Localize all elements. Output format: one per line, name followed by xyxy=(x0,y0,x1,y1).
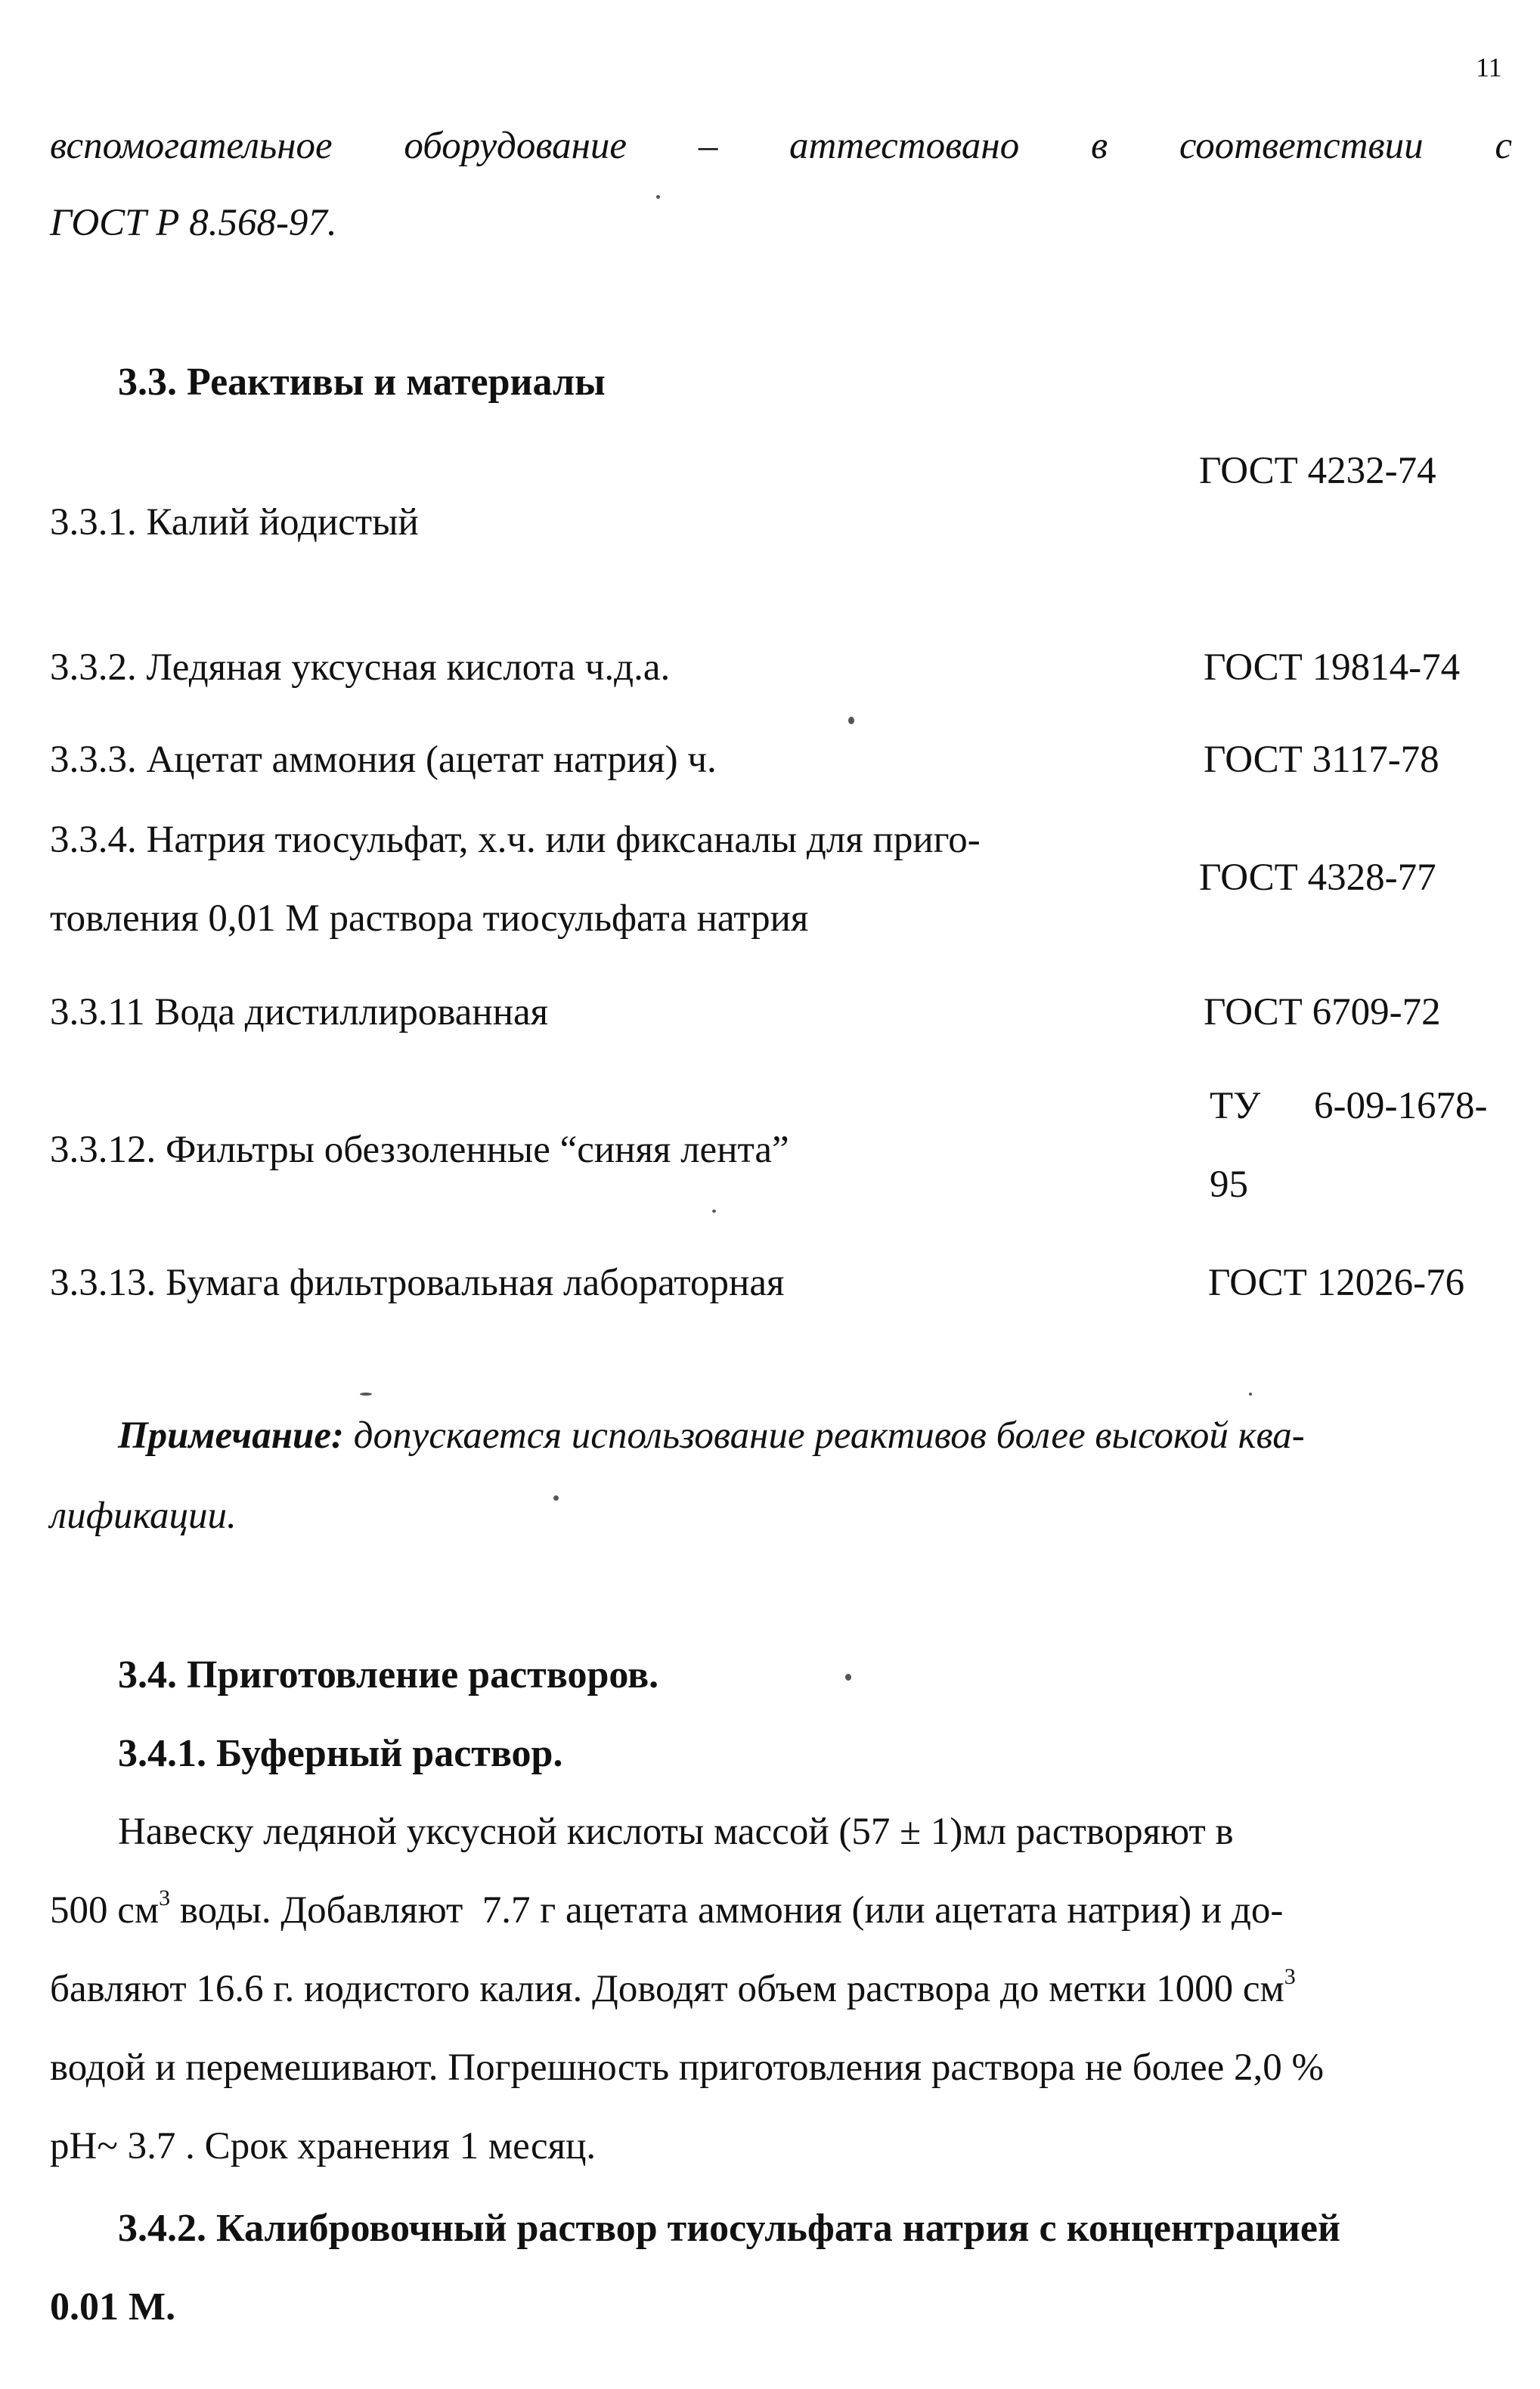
item-3-3-12-standard-prefix: ТУ xyxy=(1210,1085,1261,1127)
item-3-3-4-name-line2: товления 0,01 М раствора тиосульфата натрия xyxy=(50,897,809,940)
item-3-3-3-standard: ГОСТ 3117-78 xyxy=(1204,739,1439,781)
note-line-2: лификации. xyxy=(50,1495,237,1537)
section-3-4-heading: 3.4. Приготовление растворов. xyxy=(118,1653,659,1696)
paragraph-text: бавляют 16.6 г. иодистого калия. Доводят объем раствора до метки 1000 см xyxy=(50,1968,1284,2010)
section-3-4-2-heading-line2: 0.01 М. xyxy=(50,2285,176,2329)
section-3-4-1-heading: 3.4.1. Буферный раствор. xyxy=(118,1732,563,1775)
item-3-3-3-name: 3.3.3. Ацетат аммония (ацетат натрия) ч. xyxy=(50,739,717,781)
scan-speck xyxy=(656,195,660,199)
note-line-1 xyxy=(118,1414,1305,1457)
item-3-3-2-name: 3.3.2. Ледяная уксусная кислота ч.д.а. xyxy=(50,646,671,689)
intro-word: – xyxy=(698,125,718,167)
item-3-3-12-standard-line2: 95 xyxy=(1210,1164,1248,1206)
intro-word: соответствии xyxy=(1179,125,1424,167)
scan-speck xyxy=(360,1393,372,1396)
note-label: Примечание: xyxy=(118,1414,345,1457)
paragraph-line-3 xyxy=(50,1964,1296,2010)
superscript: 3 xyxy=(1284,1964,1296,1989)
section-3-3-heading: 3.3. Реактивы и материалы xyxy=(118,361,606,404)
item-3-3-13-standard: ГОСТ 12026-76 xyxy=(1208,1262,1465,1304)
scan-speck xyxy=(848,717,854,724)
item-3-3-4-standard: ГОСТ 4328-77 xyxy=(1199,857,1436,899)
intro-word: аттестовано xyxy=(789,125,1020,167)
paragraph-text: воды. Добавляют 7.7 г ацетата аммония (или ацетата натрия) и до- xyxy=(170,1889,1284,1932)
paragraph-text: 500 см xyxy=(50,1889,160,1932)
item-3-3-1-name: 3.3.1. Калий йодистый xyxy=(50,501,419,544)
intro-word: вспомогательное xyxy=(50,125,333,167)
item-3-3-11-standard: ГОСТ 6709-72 xyxy=(1204,991,1441,1033)
item-3-3-2-standard: ГОСТ 19814-74 xyxy=(1204,646,1461,689)
page-number: 11 xyxy=(1476,52,1502,82)
item-3-3-12-name: 3.3.12. Фильтры обеззоленные “синяя лента” xyxy=(50,1129,789,1171)
intro-word: в xyxy=(1090,125,1108,167)
intro-line-1 xyxy=(50,127,1512,166)
scan-speck xyxy=(1249,1393,1252,1396)
item-3-3-12-standard-number: 6-09-1678- xyxy=(1314,1085,1488,1127)
item-3-3-11-name: 3.3.11 Вода дистиллированная xyxy=(50,991,549,1033)
intro-word: с xyxy=(1495,125,1512,167)
note-text: допускается использование реактивов более высокой ква- xyxy=(353,1414,1305,1457)
item-3-3-13-name: 3.3.13. Бумага фильтровальная лабораторная xyxy=(50,1262,785,1304)
item-3-3-1-standard: ГОСТ 4232-74 xyxy=(1199,450,1436,492)
scan-speck xyxy=(712,1210,716,1213)
paragraph-line-5: pH~ 3.7 . Срок хранения 1 месяц. xyxy=(50,2125,596,2167)
section-3-4-2-heading-line1: 3.4.2. Калибровочный раствор тиосульфата натрия с концентрацией xyxy=(118,2207,1340,2250)
paragraph-line-1: Навеску ледяной уксусной кислоты массой (57 ± 1)мл растворяют в xyxy=(118,1811,1234,1853)
item-3-3-4-name-line1: 3.3.4. Натрия тиосульфат, х.ч. или фиксаналы для приго- xyxy=(50,819,981,861)
paragraph-line-2 xyxy=(50,1885,1284,1932)
paragraph-line-4: водой и перемешивают. Погрешность приготовления раствора не более 2,0 % xyxy=(50,2047,1324,2089)
scan-speck xyxy=(845,1674,851,1681)
intro-word: оборудование xyxy=(404,125,627,167)
intro-line-2: ГОСТ Р 8.568-97. xyxy=(50,202,337,244)
scan-speck xyxy=(553,1495,559,1501)
superscript: 3 xyxy=(159,1885,171,1910)
